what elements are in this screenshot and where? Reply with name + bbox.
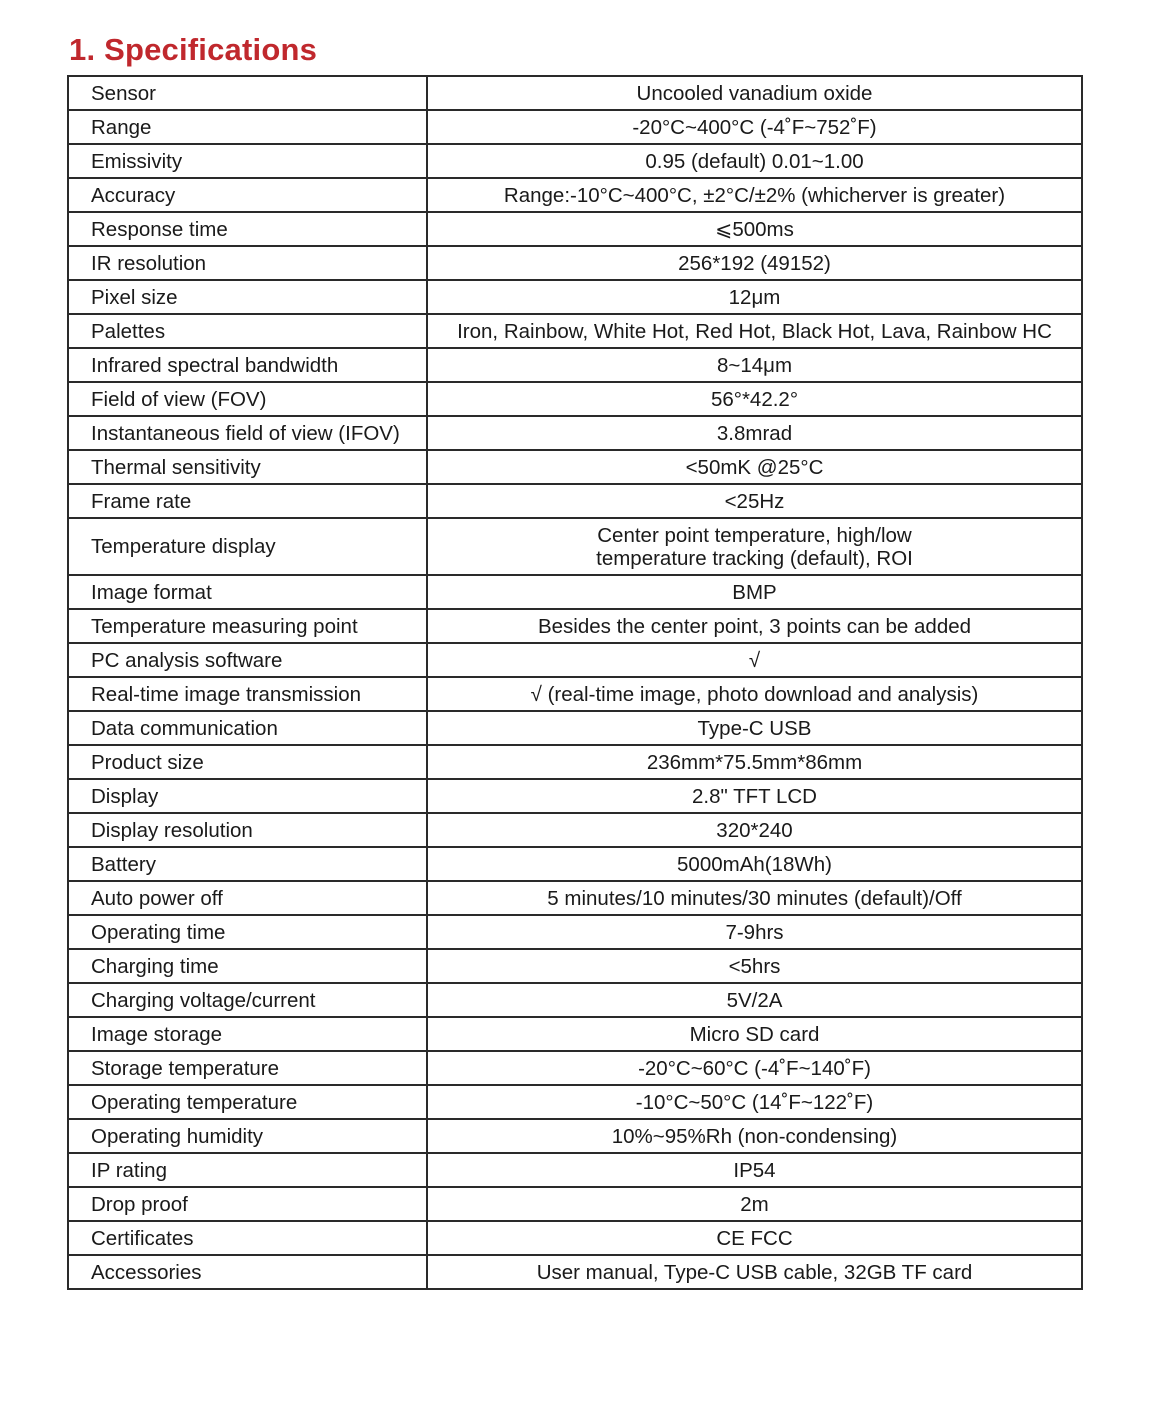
table-row <box>68 450 1082 484</box>
spec-label: Frame rate <box>68 484 427 518</box>
spec-label: IP rating <box>68 1153 427 1187</box>
spec-value: Micro SD card <box>427 1017 1082 1051</box>
table-row <box>68 609 1082 643</box>
table-row <box>68 314 1082 348</box>
table-row <box>68 745 1082 779</box>
spec-label: Operating temperature <box>68 1085 427 1119</box>
spec-value: Range:-10°C~400°C, ±2°C/±2% (whicherver is greater) <box>427 178 1082 212</box>
spec-label: Sensor <box>68 76 427 110</box>
table-row <box>68 484 1082 518</box>
table-row <box>68 1051 1082 1085</box>
table-row <box>68 110 1082 144</box>
spec-label: Response time <box>68 212 427 246</box>
spec-value: Type-C USB <box>427 711 1082 745</box>
table-row <box>68 575 1082 609</box>
spec-value: Besides the center point, 3 points can be added <box>427 609 1082 643</box>
spec-label: Operating time <box>68 915 427 949</box>
table-row <box>68 949 1082 983</box>
spec-label: Palettes <box>68 314 427 348</box>
spec-value: √ <box>427 643 1082 677</box>
spec-value: 8~14μm <box>427 348 1082 382</box>
table-row <box>68 1221 1082 1255</box>
spec-value: -20°C~400°C (-4˚F~752˚F) <box>427 110 1082 144</box>
spec-value: 236mm*75.5mm*86mm <box>427 745 1082 779</box>
spec-value: Iron, Rainbow, White Hot, Red Hot, Black Hot, Lava, Rainbow HC <box>427 314 1082 348</box>
spec-value: -20°C~60°C (-4˚F~140˚F) <box>427 1051 1082 1085</box>
spec-value: 5V/2A <box>427 983 1082 1017</box>
table-row <box>68 76 1082 110</box>
spec-value: User manual, Type-C USB cable, 32GB TF card <box>427 1255 1082 1289</box>
spec-label: PC analysis software <box>68 643 427 677</box>
spec-label: Charging voltage/current <box>68 983 427 1017</box>
spec-value: 320*240 <box>427 813 1082 847</box>
table-row <box>68 779 1082 813</box>
spec-value: 256*192 (49152) <box>427 246 1082 280</box>
table-row <box>68 711 1082 745</box>
spec-value <box>427 518 1082 575</box>
spec-value: 56°*42.2° <box>427 382 1082 416</box>
table-row <box>68 915 1082 949</box>
table-row <box>68 1187 1082 1221</box>
table-row <box>68 1153 1082 1187</box>
table-row <box>68 643 1082 677</box>
spec-value: 7-9hrs <box>427 915 1082 949</box>
table-row <box>68 416 1082 450</box>
spec-label: Field of view (FOV) <box>68 382 427 416</box>
table-row <box>68 881 1082 915</box>
table-row <box>68 348 1082 382</box>
spec-label: Display resolution <box>68 813 427 847</box>
spec-value: 12μm <box>427 280 1082 314</box>
table-row <box>68 212 1082 246</box>
spec-value: √ (real-time image, photo download and analysis) <box>427 677 1082 711</box>
spec-value: 3.8mrad <box>427 416 1082 450</box>
table-row <box>68 144 1082 178</box>
table-row <box>68 518 1082 575</box>
spec-label: Temperature measuring point <box>68 609 427 643</box>
spec-label: Emissivity <box>68 144 427 178</box>
spec-label: Accessories <box>68 1255 427 1289</box>
spec-label: IR resolution <box>68 246 427 280</box>
spec-label: Image storage <box>68 1017 427 1051</box>
spec-value-line: temperature tracking (default), ROI <box>596 546 913 570</box>
spec-value: 10%~95%Rh (non-condensing) <box>427 1119 1082 1153</box>
spec-label: Battery <box>68 847 427 881</box>
table-row <box>68 1119 1082 1153</box>
spec-label: Accuracy <box>68 178 427 212</box>
spec-value: <25Hz <box>427 484 1082 518</box>
spec-value: 5000mAh(18Wh) <box>427 847 1082 881</box>
table-row <box>68 813 1082 847</box>
spec-label: Charging time <box>68 949 427 983</box>
spec-value: BMP <box>427 575 1082 609</box>
spec-value: CE FCC <box>427 1221 1082 1255</box>
spec-value: 0.95 (default) 0.01~1.00 <box>427 144 1082 178</box>
spec-value: <50mK @25°C <box>427 450 1082 484</box>
table-row <box>68 280 1082 314</box>
table-row <box>68 1255 1082 1289</box>
table-row <box>68 847 1082 881</box>
spec-value-line: Center point temperature, high/low <box>597 523 912 547</box>
spec-value: IP54 <box>427 1153 1082 1187</box>
spec-label: Image format <box>68 575 427 609</box>
spec-value: 5 minutes/10 minutes/30 minutes (default)/Off <box>427 881 1082 915</box>
spec-label: Real-time image transmission <box>68 677 427 711</box>
spec-label: Data communication <box>68 711 427 745</box>
spec-label: Drop proof <box>68 1187 427 1221</box>
spec-label: Auto power off <box>68 881 427 915</box>
spec-table <box>67 75 1083 1290</box>
spec-label: Instantaneous field of view (IFOV) <box>68 416 427 450</box>
table-row <box>68 983 1082 1017</box>
spec-label: Thermal sensitivity <box>68 450 427 484</box>
spec-label: Display <box>68 779 427 813</box>
spec-label: Temperature display <box>68 518 427 575</box>
table-row <box>68 178 1082 212</box>
page-title: 1. Specifications <box>69 32 318 67</box>
table-row <box>68 1017 1082 1051</box>
spec-label: Infrared spectral bandwidth <box>68 348 427 382</box>
spec-label: Pixel size <box>68 280 427 314</box>
spec-label: Storage temperature <box>68 1051 427 1085</box>
spec-label: Operating humidity <box>68 1119 427 1153</box>
spec-label: Range <box>68 110 427 144</box>
spec-value: Uncooled vanadium oxide <box>427 76 1082 110</box>
spec-label: Product size <box>68 745 427 779</box>
table-row <box>68 382 1082 416</box>
spec-value: 2m <box>427 1187 1082 1221</box>
spec-value: -10°C~50°C (14˚F~122˚F) <box>427 1085 1082 1119</box>
spec-value: ⩽500ms <box>427 212 1082 246</box>
spec-label: Certificates <box>68 1221 427 1255</box>
table-row <box>68 246 1082 280</box>
table-row <box>68 677 1082 711</box>
table-row <box>68 1085 1082 1119</box>
spec-value: 2.8" TFT LCD <box>427 779 1082 813</box>
spec-value: <5hrs <box>427 949 1082 983</box>
